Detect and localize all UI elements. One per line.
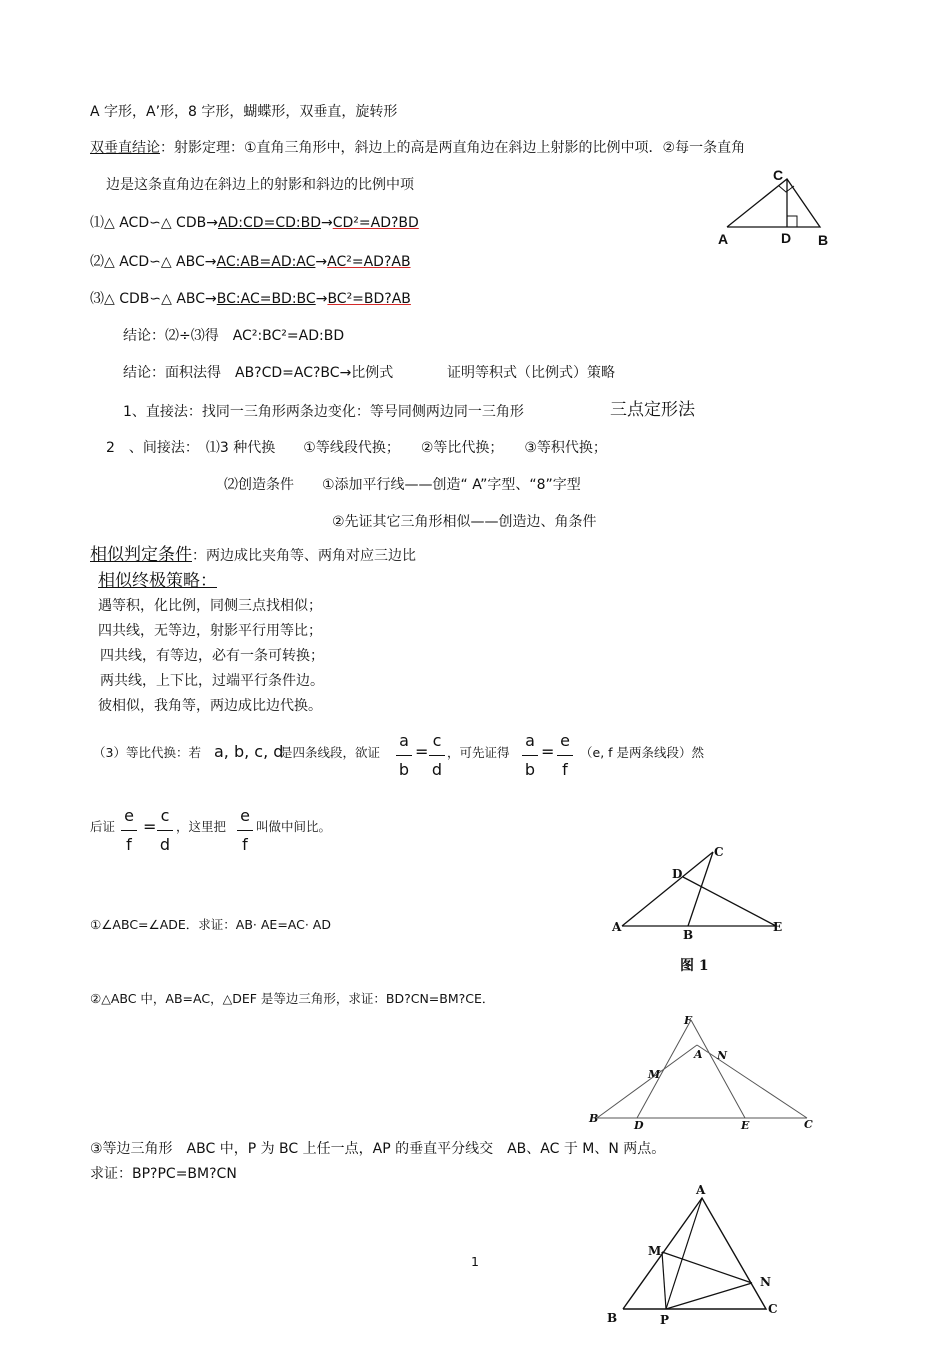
denominator-d: d <box>159 835 171 854</box>
projection-theorem-text: ：射影定理：①直角三角形中，斜边上的高是两直角边在斜边上射影的比例中项．②每一条直角 <box>160 140 746 156</box>
equals-sign: = <box>143 817 157 836</box>
create-condition-2: ②先证其它三角形相似——创造边、角条件 <box>332 514 597 530</box>
fig3-label-p: P <box>660 1313 670 1327</box>
create-condition-1: ⑵创造条件 ①添加平行线——创造“ A”字型、“8”字型 <box>224 477 581 493</box>
middle-ratio-text: 叫做中间比。 <box>256 819 332 834</box>
fraction-e-over-f <box>557 731 573 780</box>
denominator-b: b <box>398 760 410 779</box>
numerator-a: a <box>525 731 535 750</box>
numerator-e: e <box>124 806 134 825</box>
page-number: 1 <box>471 1254 479 1269</box>
conclusion-1: 结论：⑵÷⑶得 AC²:BC²=AD:BD <box>123 328 345 344</box>
numerator-c: c <box>160 806 170 825</box>
equal-product-strategy: 证明等积式（比例式）策略 <box>447 365 615 381</box>
fig2-label-f: F <box>684 1014 692 1027</box>
fig1-label-d: D <box>672 867 683 881</box>
first-prove-text: ，可先证得 <box>447 745 510 760</box>
row2-arrow: → <box>315 254 328 270</box>
fig3-label-c: C <box>768 1302 778 1316</box>
shape-types-line: A 字形，A’形，8 字形，蝴蝶形，双垂直，旋转形 <box>90 104 398 120</box>
row1-arrow: → <box>320 215 333 231</box>
numerator-e: e <box>240 806 250 825</box>
strategy-line-5: 彼相似，我角等，两边成比边代换。 <box>98 698 322 714</box>
row3-result: BC²=BD?AB <box>327 291 411 307</box>
ratio-substitution-goal: 是四条线段，欲证 <box>280 745 381 760</box>
similarity-criteria-line <box>90 546 416 565</box>
direct-method: 1、直接法：找同一三角形两条边变化：等号同侧两边同一三角形 <box>123 404 524 420</box>
fraction-c-over-d-2 <box>157 806 173 855</box>
numerator-a: a <box>399 731 409 750</box>
row3-premise: ⑶△ CDB∽△ ABC→ <box>90 291 217 307</box>
similarity-row-1 <box>90 214 419 232</box>
row3-proportion: BC:AC=BD:BC <box>216 291 316 307</box>
similarity-criteria-text: ：两边成比夹角等、两角对应三边比 <box>192 548 416 564</box>
then-prove-text: 后证 <box>90 819 116 834</box>
fraction-a-over-b-2 <box>522 731 538 780</box>
fraction-a-over-b <box>396 731 412 780</box>
numerator-e: e <box>560 731 570 750</box>
fraction-e-over-f-3 <box>237 806 253 855</box>
fig1-label-e: E <box>773 920 783 934</box>
strategy-line-4: 两共线，上下比，过端平行条件边。 <box>100 673 324 689</box>
row1-proportion: AD:CD=CD:BD <box>217 215 321 231</box>
fig3-label-n: N <box>760 1275 771 1289</box>
fig1-label-b: B <box>683 928 694 942</box>
double-perpendicular-label: 双垂直结论 <box>90 140 160 156</box>
row2-proportion: AC:AB=AD:AC <box>216 254 316 270</box>
problem-1: ①∠ABC=∠ADE．求证：AB· AE=AC· AD <box>90 917 331 932</box>
row2-result: AC²=AD?AB <box>327 254 411 270</box>
fig1-label-a: A <box>612 920 622 934</box>
label-b: B <box>818 232 829 248</box>
label-c: C <box>773 167 784 183</box>
fig3-label-b: B <box>607 1311 618 1325</box>
fig2-label-m: M <box>648 1068 661 1081</box>
denominator-f: f <box>126 835 132 854</box>
figure-2 <box>585 1012 820 1132</box>
row2-premise: ⑵△ ACD∽△ ABC→ <box>90 254 217 270</box>
fig2-label-d: D <box>634 1119 644 1132</box>
figure-3 <box>600 1182 790 1332</box>
ef-segments-note: （e, f 是两条线段）然 <box>580 745 705 760</box>
fig1-label-c: C <box>714 845 724 859</box>
equals-sign: = <box>415 742 429 761</box>
fraction-e-over-f-2 <box>121 806 137 855</box>
fig2-label-a: A <box>694 1048 703 1061</box>
denominator-b: b <box>524 760 536 779</box>
strategy-line-1: 遇等积，化比例，同侧三点找相似； <box>98 598 322 614</box>
similarity-row-3 <box>90 290 411 308</box>
here-text: ，这里把 <box>176 819 227 834</box>
strategy-line-3: 四共线，有等边，必有一条可转换； <box>100 648 324 664</box>
indirect-method: 2 、间接法： ⑴3 种代换 ①等线段代换； ②等比代换； ③等积代换； <box>106 440 607 456</box>
three-point-method: 三点定形法 <box>610 400 695 420</box>
right-angle-mark-d <box>787 216 797 227</box>
similarity-criteria-label: 相似判定条件 <box>90 545 192 565</box>
problem-3: ③等边三角形 ABC 中，P 为 BC 上任一点，AP 的垂直平分线交 AB、AC 于 M、N 两点。 <box>90 1141 666 1157</box>
similarity-row-2 <box>90 253 411 271</box>
denominator-f: f <box>562 760 568 779</box>
figure-1-caption: 图 1 <box>680 958 709 974</box>
right-triangle-figure <box>715 165 835 250</box>
numerator-c: c <box>432 731 442 750</box>
denominator-f: f <box>242 835 248 854</box>
conclusion-2: 结论：面积法得 AB?CD=AC?BC→比例式 <box>123 365 394 381</box>
fig2-label-e: E <box>741 1119 750 1132</box>
problem-3-proof: 求证：BP?PC=BM?CN <box>90 1166 237 1182</box>
ultimate-strategy-label: 相似终极策略： <box>98 571 217 591</box>
fig2-label-b: B <box>589 1112 599 1125</box>
fig2-label-n: N <box>717 1049 728 1062</box>
equals-sign: = <box>541 742 555 761</box>
strategy-line-2: 四共线，无等边，射影平行用等比； <box>98 623 322 639</box>
figure-1 <box>610 843 800 978</box>
double-perpendicular-line <box>90 139 745 157</box>
fig3-label-m: M <box>648 1244 662 1258</box>
ratio-substitution-intro: （3）等比代换：若 <box>93 745 201 760</box>
fig2-label-c: C <box>804 1118 813 1131</box>
fig3-label-a: A <box>696 1183 706 1197</box>
denominator-d: d <box>431 760 443 779</box>
label-d: D <box>781 230 792 246</box>
label-a: A <box>718 231 729 247</box>
problem-2: ②△ABC 中，AB=AC，△DEF 是等边三角形，求证：BD?CN=BM?CE． <box>90 991 495 1006</box>
fraction-c-over-d <box>429 731 445 780</box>
row1-premise: ⑴△ ACD∽△ CDB→ <box>90 215 218 231</box>
row3-arrow: → <box>315 291 328 307</box>
triangle-outline <box>727 179 820 227</box>
four-segments-vars: a, b, c, d <box>214 742 284 761</box>
row1-result: CD²=AD?BD <box>332 215 419 231</box>
projection-theorem-continued: 边是这条直角边在斜边上的射影和斜边的比例中项 <box>106 177 414 193</box>
